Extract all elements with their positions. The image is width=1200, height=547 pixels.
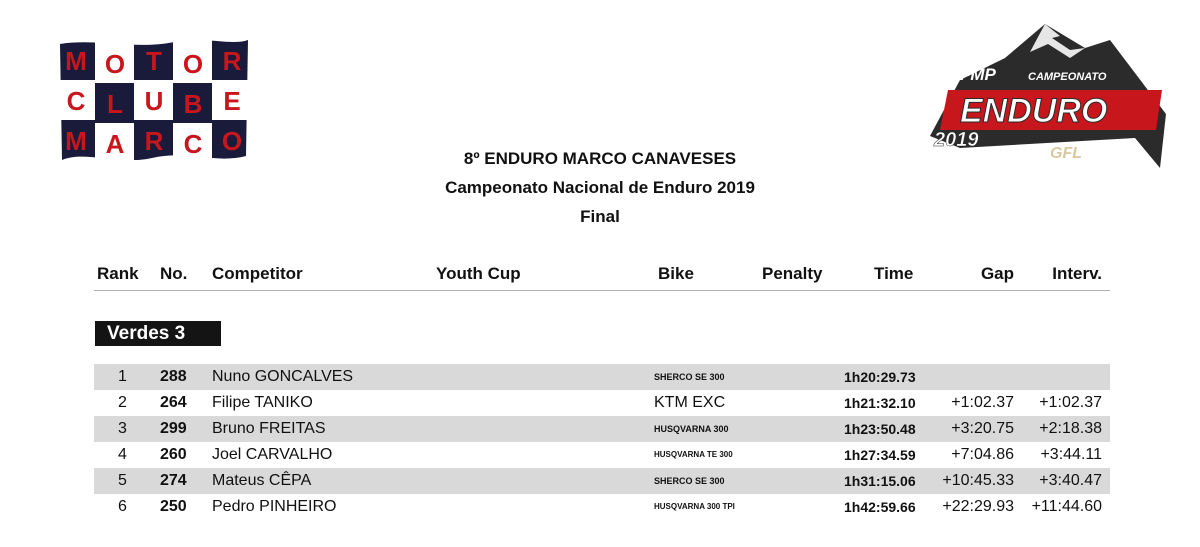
rank-cell: 6 [118,498,127,515]
interval-cell: +3:44.11 [1040,446,1102,463]
results-header [94,262,1110,291]
header-competitor: Competitor [212,264,303,283]
campeonato-text: CAMPEONATO [1028,71,1107,83]
svg-text:O: O [182,49,204,79]
number-cell: 274 [160,472,187,489]
svg-text:C: C [66,86,86,116]
rank-cell: 2 [118,394,127,411]
header-youth-cup: Youth Cup [436,264,521,283]
svg-text:B: B [183,89,203,119]
bike-cell: SHERCO SE 300 [654,372,725,382]
table-row [94,416,1110,442]
gap-cell: +10:45.33 [942,472,1014,489]
competitor-cell: Joel CARVALHO [212,446,333,463]
number-cell: 250 [160,498,187,515]
bike-cell: SHERCO SE 300 [654,476,725,486]
svg-text:E: E [223,86,241,116]
number-cell: 260 [160,446,187,463]
interval-cell: +2:18.38 [1039,420,1102,437]
rank-cell: 5 [118,472,127,489]
time-cell: 1h20:29.73 [844,369,916,385]
event-titles [0,144,1200,231]
class-section-label: Verdes 3 [95,321,221,346]
header-rank: Rank [97,264,139,283]
svg-text:T: T [146,46,162,76]
svg-text:R: R [144,126,164,156]
table-row [94,468,1110,494]
championship-title: Campeonato Nacional de Enduro 2019 [445,178,755,197]
gfl-text: GFL [1050,145,1082,162]
table-row [94,442,1110,468]
svg-text:U: U [144,86,164,116]
enduro-text: ENDURO [960,92,1108,130]
gap-cell: +7:04.86 [951,446,1014,463]
svg-text:A: A [105,129,125,159]
competitor-cell: Bruno FREITAS [212,420,326,437]
number-cell: 264 [160,394,187,411]
header-time: Time [874,264,914,283]
svg-text:L: L [107,89,123,119]
bike-cell: HUSQVARNA TE 300 [654,450,733,459]
time-cell: 1h21:32.10 [844,395,916,411]
fmp-text: FMP [960,65,996,84]
time-cell: 1h27:34.59 [844,447,916,463]
rank-cell: 1 [118,368,127,385]
svg-text:M: M [65,46,87,76]
header-interv: Interv. [1052,264,1102,283]
gap-cell: +3:20.75 [951,420,1014,437]
header-no: No. [160,264,188,283]
time-cell: 1h42:59.66 [844,499,916,515]
stage-title: Final [580,207,620,226]
rank-cell: 4 [118,446,127,463]
event-title: 8º ENDURO MARCO CANAVESES [463,149,737,168]
results-table [94,364,1110,520]
svg-text:M: M [65,126,87,156]
gap-cell: +22:29.93 [942,498,1014,515]
time-cell: 1h31:15.06 [844,473,916,489]
bike-cell: KTM EXC [654,394,726,411]
table-row [94,494,1110,520]
interval-cell: +3:40.47 [1039,472,1102,489]
competitor-cell: Nuno GONCALVES [212,368,354,385]
gap-cell: +1:02.37 [951,394,1014,411]
year-text: 2019 [934,129,979,151]
bike-cell: HUSQVARNA 300 TPI [654,502,735,511]
table-row [94,390,1110,416]
rank-cell: 3 [118,420,127,437]
header-bike: Bike [658,264,694,283]
competitor-cell: Filipe TANIKO [212,394,313,411]
header-penalty: Penalty [762,264,823,283]
svg-text:O: O [104,49,126,79]
table-row [94,364,1110,390]
interval-cell: +1:02.37 [1039,394,1102,411]
svg-text:C: C [183,129,203,159]
time-cell: 1h23:50.48 [844,421,916,437]
svg-text:R: R [222,46,242,76]
number-cell: 288 [160,368,187,385]
svg-text:O: O [221,126,243,156]
competitor-cell: Pedro PINHEIRO [212,498,337,515]
interval-cell: +11:44.60 [1031,498,1102,515]
bike-cell: HUSQVARNA 300 [654,424,729,434]
header-gap: Gap [980,264,1014,283]
number-cell: 299 [160,420,187,437]
competitor-cell: Mateus CÊPA [212,472,312,489]
